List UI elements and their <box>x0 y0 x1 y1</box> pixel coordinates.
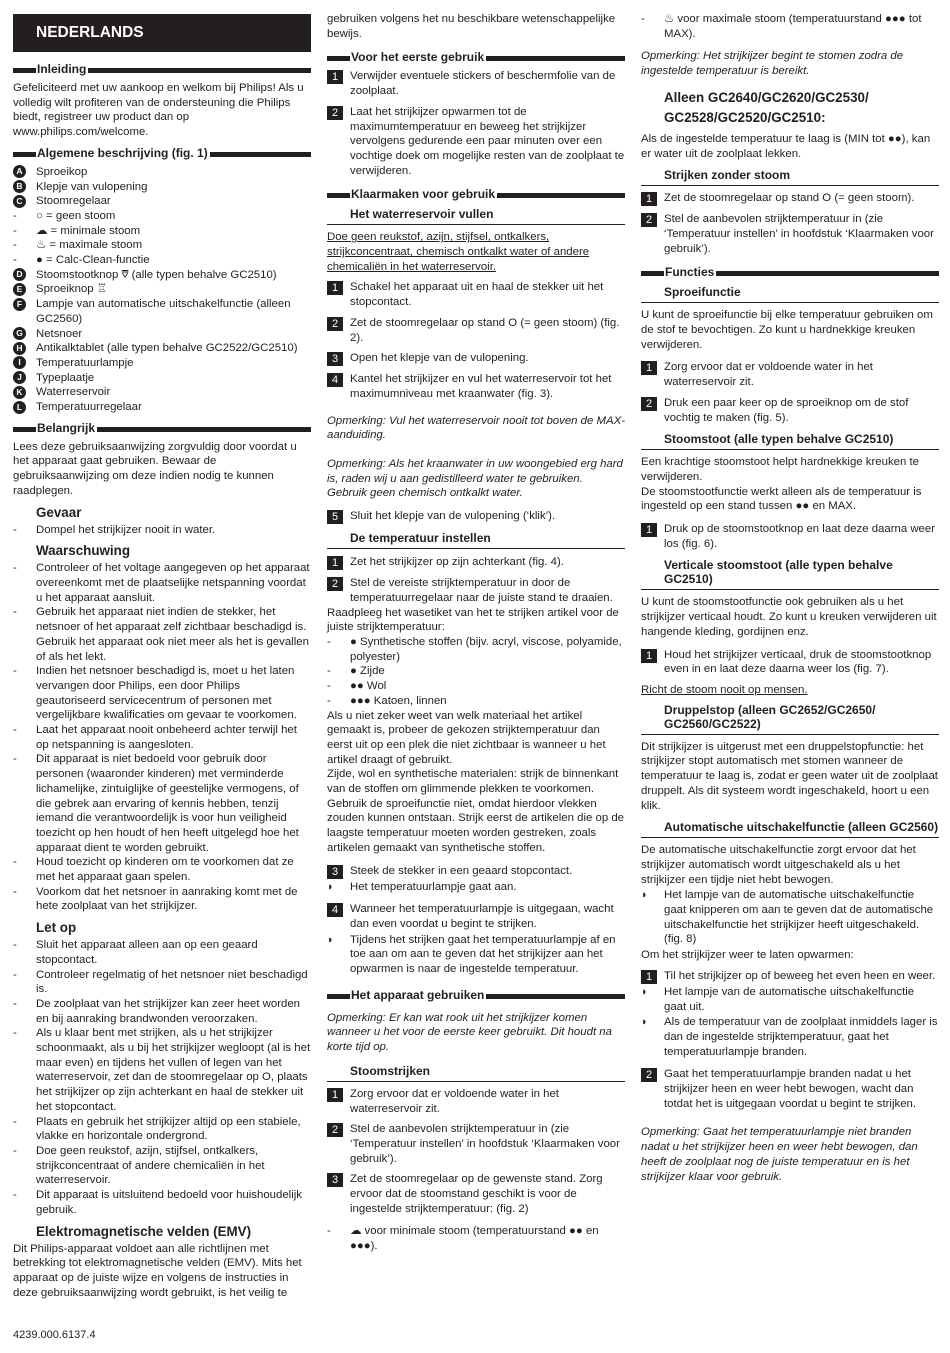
list-item: - De zoolplaat van het strijkijzer kan zeer heet worden en bij aanraking brandwonden veroorzaken. <box>13 997 301 1025</box>
temp-paragraph-3: Zijde, wol en synthetische materialen: strijk de binnenkant van de stoffen om glimmende plekken te voorkomen. Gebruik de sproeifunctie niet, omdat hierdoor vlekken zouden kunnen ontstaan. Strijk eerst de artikelen die op de laagste temperatuur moeten worden gestreken, zoals artikelen gemaakt van synthetische stoffen. <box>327 768 624 854</box>
list-item: - ● Synthetische stoffen (bijv. acryl, viscose, polyamide, polyester) <box>327 635 622 663</box>
description-item: - ○ = geen stoom <box>13 209 116 222</box>
steam-max-item: - ♨ voor maximale stoom (temperatuurstand ●●● tot MAX). <box>641 13 922 40</box>
fill-steps <box>327 280 625 401</box>
list-item: - Voorkom dat het netsnoer in aanraking komt met de hete zoolplaat van het strijkijzer. <box>13 885 298 913</box>
list-item: - Doe geen reukstof, azijn, stijfsel, ontkalkers, strijkconcentraat of andere chemicaliën in het waterreservoir. <box>13 1145 265 1187</box>
note-hard-water: Opmerking: Als het kraanwater in uw woongebied erg hard is, raden wij u aan gedistilleerd water te gebruiken. Gebruik geen chemisch ontkalkt water. <box>327 458 623 500</box>
caution-heading: Let op <box>36 920 77 936</box>
auto-off-result: ◗ Het lampje van de automatische uitschakelfunctie gaat knipperen om aan te geven dat de automatische uitschakelfunctie het strijkijzer heeft uitgeschakeld. (fig. 8) <box>641 889 934 946</box>
description-item: K Waterreservoir <box>13 385 311 400</box>
drip-stop-subheading: Druppelstop (alleen GC2652/GC2650/ GC2560/GC2522) <box>641 702 939 735</box>
list-item: - Dit apparaat is niet bedoeld voor gebruik door personen (waaronder kinderen) met verminderde lichamelijke, zintuiglijke of geestelijke vermogens, of die gebrek aan ervaring of kennis hebben, tenzij iemand die verantwoordelijk is voor hun veiligheid toezicht op hen houdt of hen heeft uitgelegd hoe het apparaat dient te worden gebruikt. <box>13 753 299 854</box>
temp-step-3: 3 Steek de stekker in een geaard stopcontact. <box>327 864 625 879</box>
step-number: 2 <box>327 317 343 331</box>
step-item: 2 Druk een paar keer op de sproeiknop om de stof vochtig te maken (fig. 5). <box>641 396 939 425</box>
step-number: 4 <box>327 373 343 387</box>
description-item: L Temperatuurregelaar <box>13 400 311 415</box>
auto-off-subheading: Automatische uitschakelfunctie (alleen GC2560) <box>641 819 939 838</box>
warning-list <box>13 561 311 914</box>
fill-step-5: 5 Sluit het klepje van de vulopening (‘klik’). <box>327 509 625 524</box>
letter-badge: C <box>13 195 26 208</box>
step-item: 1 Zet de stoomregelaar op stand O (= geen stoom). <box>641 191 939 206</box>
step-item: 2 Laat het strijkijzer opwarmen tot de maximumtemperatuur en beweeg het strijkijzer vervolgens gedurende een paar minuten over een vochtige doek om mogelijke resten van de zoolplaat te verwijderen. <box>327 105 625 179</box>
step-item: 2 Stel de aanbevolen strijktemperatuur in (zie ‘Temperatuur instellen’ in hoofdstuk ‘Klaarmaken voor gebruik’). <box>641 212 939 256</box>
letter-badge: I <box>13 356 26 369</box>
step-item: 3 Zet de stoomregelaar op de gewenste stand. Zorg ervoor dat de stoomstand geschikt is voor de ingestelde strijktemperatuur: (fig. 2) <box>327 1172 625 1216</box>
description-item: I Temperatuurlampje <box>13 356 311 371</box>
step-item: 1 Zorg ervoor dat er voldoende water in het waterreservoir zit. <box>327 1087 625 1116</box>
section-heading-functions: Functies <box>641 266 939 280</box>
language-title: NEDERLANDS <box>13 14 311 52</box>
letter-badge: F <box>13 298 26 311</box>
temperature-subheading: De temperatuur instellen <box>327 530 625 549</box>
step-number: 2 <box>327 106 343 120</box>
section-heading-description: Algemene beschrijving (fig. 1) <box>13 147 311 161</box>
spray-subheading: Sproeifunctie <box>641 284 939 303</box>
auto-off-step-1-results <box>641 985 939 1060</box>
step-item: 2 Stel de aanbevolen strijktemperatuur in (zie ‘Temperatuur instellen’ in hoofdstuk ‘Klaarmaken voor gebruik’). <box>327 1122 625 1166</box>
list-item: - ●●● Katoen, linnen <box>327 694 447 707</box>
danger-heading: Gevaar <box>36 504 82 520</box>
step-number: 2 <box>641 213 657 227</box>
note-max: Opmerking: Vul het waterreservoir nooit tot boven de MAX-aanduiding. <box>327 414 625 442</box>
description-item: A Sproeikop <box>13 165 311 180</box>
steam-shot-step-1: 1 Druk op de stoomstootknop en laat deze daarna weer los (fig. 6). <box>641 522 939 551</box>
section-heading-important: Belangrijk <box>13 422 311 436</box>
description-item: - ● = Calc-Clean-functie <box>13 254 150 267</box>
letter-badge: K <box>13 386 26 399</box>
description-item: - ♨ = maximale stoom <box>13 239 143 252</box>
only-models-heading: Alleen GC2640/GC2620/GC2530/ GC2528/GC2520/GC2510: <box>664 89 869 125</box>
description-item: J Typeplaatje <box>13 371 311 386</box>
steam-shot-subheading: Stoomstoot (alle typen behalve GC2510) <box>641 431 939 450</box>
steam-subheading: Stoomstrijken <box>327 1063 625 1082</box>
description-item: C Stoomregelaar <box>13 194 311 209</box>
letter-badge: D <box>13 268 26 281</box>
letter-badge: G <box>13 327 26 340</box>
description-item: H Antikalktablet (alle typen behalve GC2522/GC2510) <box>13 341 311 356</box>
description-item: - ☁ = minimale stoom <box>13 224 141 237</box>
list-item: - ● Zijde <box>327 665 385 678</box>
description-item: E Sproeiknop ♖ <box>13 282 311 297</box>
emf-paragraph: Dit Philips-apparaat voldoet aan alle richtlijnen met betrekking tot elektromagnetische velden (EMV). Mits het apparaat op de juiste wijze en volgens de instructies in deze gebruiksaanwijzing wordt gebruikt, is het veilig te <box>13 1242 302 1299</box>
step-number: 1 <box>327 281 343 295</box>
section-heading-first-use: Voor het eerste gebruik <box>327 51 625 65</box>
step-number: 3 <box>327 1173 343 1187</box>
letter-badge: A <box>13 165 26 178</box>
footer-code: 4239.000.6137.4 <box>13 1329 96 1341</box>
step-number: 1 <box>641 192 657 206</box>
list-item: - ●● Wol <box>327 680 387 693</box>
auto-off-step-2: 2 Gaat het temperatuurlampje branden nadat u het strijkijzer heen en weer hebt bewogen, wacht dan totdat het is uitgegaan voordat u begint te strijken. <box>641 1067 939 1111</box>
vertical-steam-subheading: Verticale stoomstoot (alle typen behalve GC2510) <box>641 557 939 590</box>
note-steam-start: Opmerking: Het strijkijzer begint te stomen zodra de ingestelde temperatuur is bereikt. <box>641 50 904 78</box>
list-item: - Plaats en gebruik het strijkijzer altijd op een stabiele, vlakke en horizontale ondergrond. <box>13 1115 301 1143</box>
temp-step-1: 1 Zet het strijkijzer op zijn achterkant (fig. 4). <box>327 555 625 570</box>
temp-step-2: 2 Stel de vereiste strijktemperatuur in door de temperatuurregelaar naar de juiste stand te draaien. <box>327 576 625 605</box>
steam-shot-paragraph-2: De stoomstootfunctie werkt alleen als de temperatuur is ingesteld op een stand tussen ●● en MAX. <box>641 485 922 513</box>
description-item: B Klepje van vulopening <box>13 180 311 195</box>
steam-min-item: - ☁ voor minimale stoom (temperatuurstand ●● en ●●●). <box>327 1225 599 1253</box>
list-item: - Controleer of het voltage aangegeven op het apparaat overeenkomt met de plaatselijke netspanning voordat u het apparaat aansluit. <box>13 562 310 604</box>
vertical-steam-warning: Richt de stoom nooit op mensen. <box>641 683 808 696</box>
list-item: - Dompel het strijkijzer nooit in water. <box>13 523 216 536</box>
warning-heading: Waarschuwing <box>36 543 130 559</box>
intro-paragraph: Gefeliciteerd met uw aankoop en welkom bij Philips! Als u volledig wilt profiteren van de ondersteuning die Philips biedt, registreer uw product dan op www.philips.com/welcome. <box>13 82 304 139</box>
step-number: 1 <box>327 70 343 84</box>
list-item: - Indien het netsnoer beschadigd is, moet u het laten vervangen door Philips, een door Philips geautoriseerd servicecentrum of personen met vergelijkbare kwalificaties om gevaar te voorkomen. <box>13 665 297 722</box>
letter-badge: J <box>13 371 26 384</box>
letter-badge: B <box>13 180 26 193</box>
step-item: 2 Zet de stoomregelaar op stand O (= geen stoom) (fig. 2). <box>327 316 625 345</box>
auto-off-paragraph: De automatische uitschakelfunctie zorgt ervoor dat het strijkijzer automatisch wordt uitgeschakeld als u het strijkijzer een tijdje niet hebt bewogen. <box>641 844 916 886</box>
dry-ironing-steps <box>641 191 939 256</box>
step-number: 2 <box>641 397 657 411</box>
spray-steps <box>641 360 939 425</box>
result-item: ◗ Als de temperatuur van de zoolplaat inmiddels lager is dan de ingestelde strijktemperatuur, gaat het temperatuurlampje branden. <box>641 1016 938 1058</box>
steam-steps <box>327 1087 625 1217</box>
list-item: - Laat het apparaat nooit onbeheerd achter terwijl het op netspanning is aangesloten. <box>13 724 297 751</box>
list-item: - Houd toezicht op kinderen om te voorkomen dat ze met het apparaat gaan spelen. <box>13 856 294 884</box>
result-item: ◗ Het lampje van de automatische uitschakelfunctie gaat uit. <box>641 985 915 1013</box>
column-3 <box>641 12 939 1192</box>
temp-step-4: 4 Wanneer het temperatuurlampje is uitgegaan, wacht dan even voordat u begint te strijken. <box>327 902 625 931</box>
first-use-steps <box>327 69 625 178</box>
step-number: 1 <box>327 1088 343 1102</box>
step-item: 4 Kantel het strijkijzer en vul het waterreservoir tot het maximumniveau met kraanwater (fig. 3). <box>327 372 625 401</box>
temp-paragraph-1: Raadpleeg het wasetiket van het te strijken artikel voor de juiste strijktemperatuur: <box>327 606 619 634</box>
dry-ironing-subheading: Strijken zonder stoom <box>641 167 939 186</box>
vertical-steam-paragraph: U kunt de stoomstootfunctie ook gebruiken als u het strijkijzer verticaal houdt. Zo kunt u kreuken verwijderen uit hangende kleding, gordijnen enz. <box>641 596 937 638</box>
temp-step-3-result: ◗ Het temperatuurlampje gaat aan. <box>327 880 517 893</box>
step-item: 3 Open het klepje van de vulopening. <box>327 351 625 366</box>
column-1 <box>13 12 311 1300</box>
step-number: 3 <box>327 352 343 366</box>
letter-badge: H <box>13 342 26 355</box>
letter-badge: E <box>13 283 26 296</box>
description-item: G Netsnoer <box>13 327 311 342</box>
list-item: - Controleer regelmatig of het netsnoer niet beschadigd is. <box>13 968 308 996</box>
steam-shot-paragraph-1: Een krachtige stoomstoot helpt hardnekkige kreuken te verwijderen. <box>641 456 919 483</box>
temp-step-4-result: ◗ Tijdens het strijken gaat het temperatuurlampje af en toe aan om aan te geven dat het strijkijzer aan het opwarmen is naar de ingestelde temperatuur. <box>327 933 616 976</box>
auto-off-paragraph-2: Om het strijkijzer weer te laten opwarmen: <box>641 949 854 962</box>
caution-list <box>13 938 311 1217</box>
vertical-steam-step-1: 1 Houd het strijkijzer verticaal, druk de stoomstootknop even in en laat deze daarna weer los (fig. 7). <box>641 648 939 677</box>
temp-paragraph-2: Als u niet zeker weet van welk materiaal het artikel gemaakt is, probeer de gekozen strijktemperatuur dan eerst uit op een plek die niet zichtbaar is wanneer u het artikel draagt of gebruikt. <box>327 709 606 766</box>
spray-paragraph: U kunt de sproeifunctie bij elke temperatuur gebruiken om de stof te bevochtigen. Zo kunt u hardnekkige kreuken verwijderen. <box>641 309 933 351</box>
emf-continued-paragraph: gebruiken volgens het nu beschikbare wetenschappelijke bewijs. <box>327 13 616 40</box>
letter-badge: L <box>13 401 26 414</box>
description-item: D Stoomstootknop ⩢ (alle typen behalve GC2510) <box>13 268 311 283</box>
note-auto-off: Opmerking: Gaat het temperatuurlampje niet branden nadat u het strijkijzer heen en weer hebt bewogen, dan heeft de zoolplaat nog de juiste temperatuur en is het strijkijzer klaar voor gebruik. <box>641 1126 918 1183</box>
emf-heading: Elektromagnetische velden (EMV) <box>36 1223 252 1239</box>
section-heading-use: Het apparaat gebruiken <box>327 989 625 1003</box>
step-item: 1 Zorg ervoor dat er voldoende water in het waterreservoir zit. <box>641 360 939 389</box>
drip-stop-paragraph: Dit strijkijzer is uitgerust met een druppelstopfunctie: het strijkijzer stopt automatisch met stomen wanneer de temperatuur te laag is, zodat er geen water uit de zoolplaat druppelt. Als dit systeem wordt ingeschakeld, hoort u een klik. <box>641 740 938 812</box>
column-2 <box>327 12 625 1254</box>
section-heading-intro: Inleiding <box>13 63 311 77</box>
list-item: - Sluit het apparaat alleen aan op een geaard stopcontact. <box>13 939 258 966</box>
list-item: - Gebruik het apparaat niet indien de stekker, het netsnoer of het apparaat zelf zichtbaar beschadigd is. Gebruik het apparaat ook niet meer als het is gevallen of als het lekt. <box>13 606 309 663</box>
note-smoke: Opmerking: Er kan wat rook uit het strijkijzer komen wanneer u het voor de eerste keer gebruikt. Dit houdt na korte tijd op. <box>327 1011 612 1054</box>
step-item: 1 Schakel het apparaat uit en haal de stekker uit het stopcontact. <box>327 280 625 309</box>
description-list <box>13 165 311 415</box>
step-number: 2 <box>327 1123 343 1137</box>
list-item: - Dit apparaat is uitsluitend bedoeld voor huishoudelijk gebruik. <box>13 1189 302 1216</box>
important-paragraph: Lees deze gebruiksaanwijzing zorgvuldig door voordat u het apparaat gaat gebruiken. Bewaar de gebruiksaanwijzing om deze indien nodig te kunnen raadplegen. <box>13 440 297 497</box>
description-item: F Lampje van automatische uitschakelfunctie (alleen GC2560) <box>13 297 311 326</box>
fill-warning: Doe geen reukstof, azijn, stijfsel, ontkalkers, strijkconcentraat, chemisch ontkalkt water of andere chemicaliën in het waterreservoir. <box>327 231 590 273</box>
only-models-paragraph: Als de ingestelde temperatuur te laag is (MIN tot ●●), kan er water uit de zoolplaat lekken. <box>641 132 931 160</box>
step-number: 1 <box>641 361 657 375</box>
step-item: 1 Verwijder eventuele stickers of beschermfolie van de zoolplaat. <box>327 69 625 98</box>
list-item: - Als u klaar bent met strijken, als u het strijkijzer schoonmaakt, als u bij het strijkijzer wegloopt (al is het maar even) en tijdens het vullen of legen van het waterreservoir, zet dan de stoomregelaar op O, plaats het strijkijzer op zijn achterkant en haal de stekker uit het stopcontact. <box>13 1027 311 1113</box>
auto-off-step-1: 1 Til het strijkijzer op of beweeg het even heen en weer. <box>641 969 939 984</box>
temperature-list <box>327 635 625 709</box>
danger-list <box>13 523 311 538</box>
section-heading-preparation: Klaarmaken voor gebruik <box>327 188 625 202</box>
fill-subheading: Het waterreservoir vullen <box>327 206 625 225</box>
